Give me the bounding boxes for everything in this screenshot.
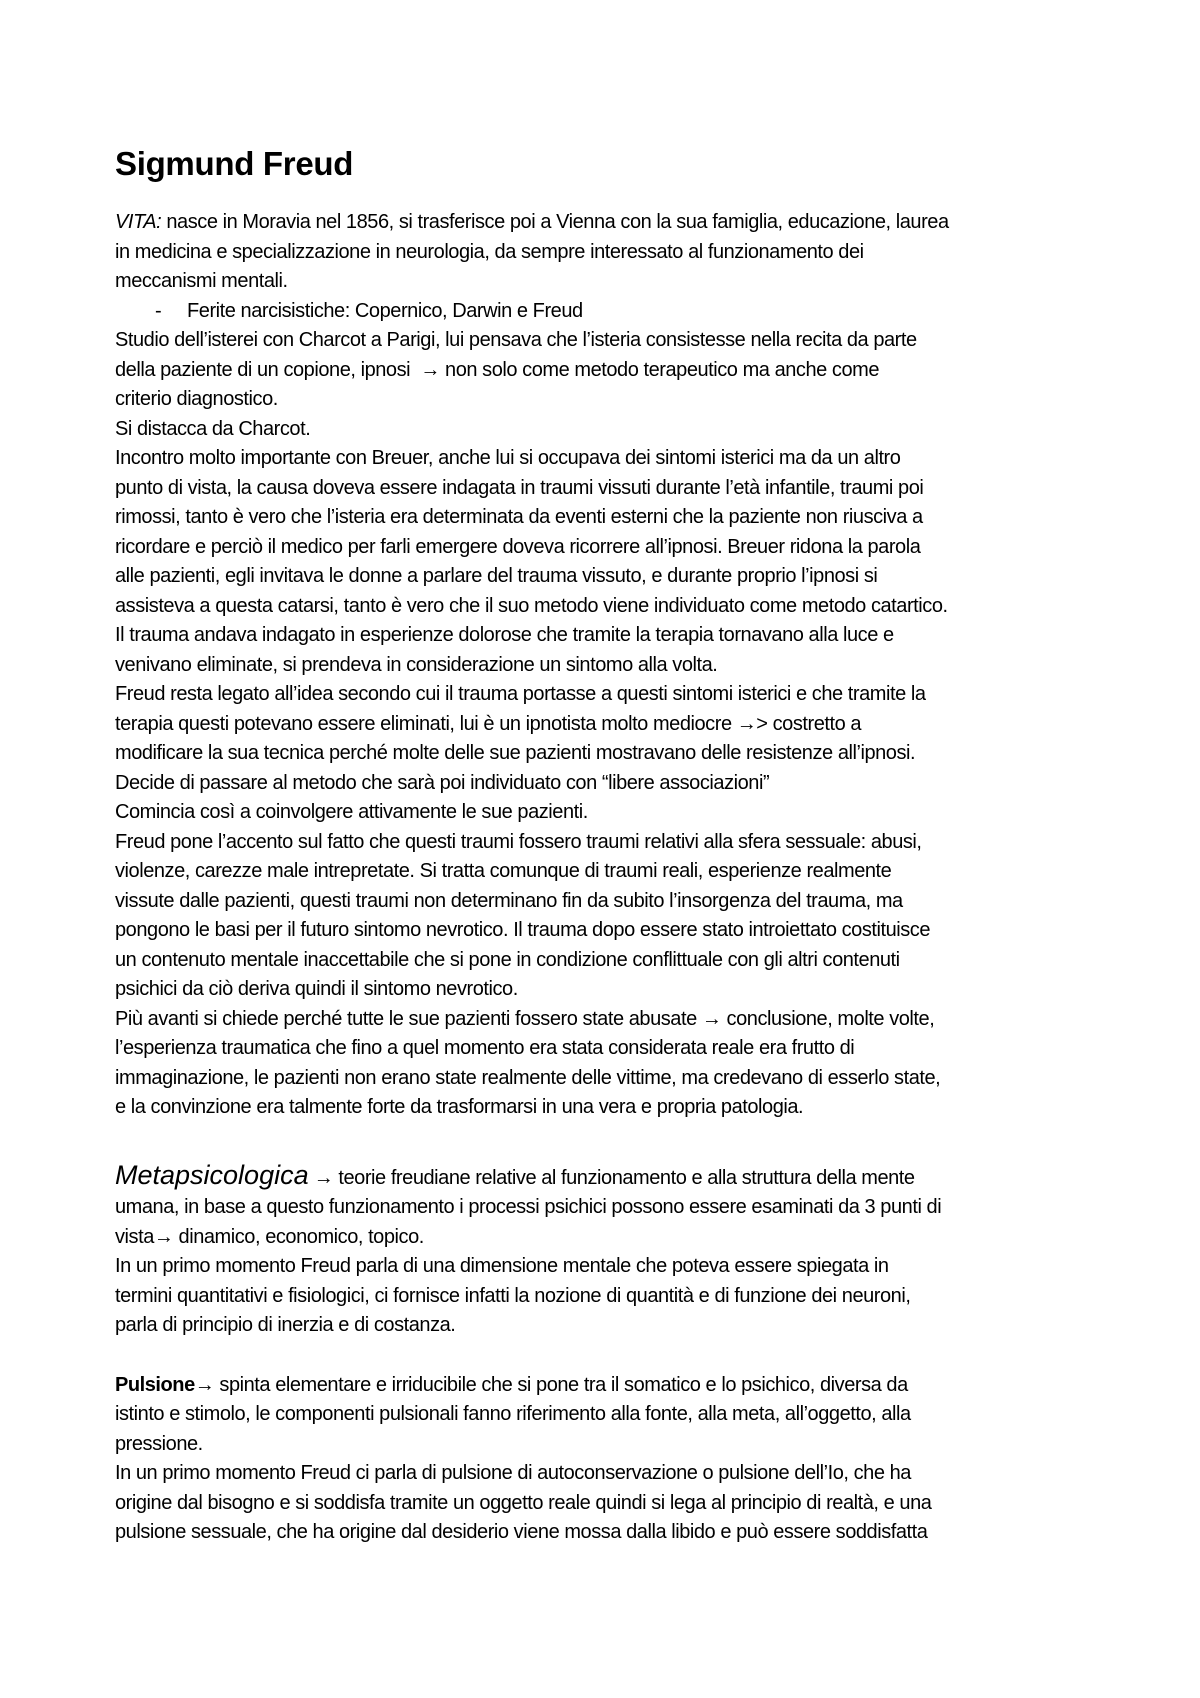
spacer <box>115 1123 1115 1161</box>
text-line: immaginazione, le pazienti non erano state realmente delle vittime, ma credevano di esserlo state, <box>115 1066 941 1089</box>
text-line: pulsione sessuale, che ha origine dal desiderio viene mossa dalla libido e può essere soddisfatta <box>115 1521 928 1543</box>
text-line: un contenuto mentale inaccettabile che si pone in condizione conflittuale con gli altri contenuti <box>115 948 900 971</box>
text-line: In un primo momento Freud ci parla di pulsione di autoconservazione o pulsione dell’Io, che ha <box>115 1462 911 1484</box>
text-line: termini quantitativi e fisiologici, ci fornisce infatti la nozione di quantità e di funzione dei neuroni, <box>115 1284 911 1307</box>
text-line: In un primo momento Freud parla di una dimensione mentale che poteva essere spiegata in <box>115 1255 889 1277</box>
bullet-text: Ferite narcisistiche: Copernico, Darwin e Freud <box>187 299 583 322</box>
vita-line-1: nasce in Moravia nel 1856, si trasferisce poi a Vienna con la sua famiglia, educazione, laurea <box>161 211 949 233</box>
arrow-icon: → <box>194 1373 215 1396</box>
arrow-icon: → <box>313 1166 334 1189</box>
text-line: non solo come metodo terapeutico ma anche come <box>439 358 880 381</box>
text-line: psichici da ciò deriva quindi il sintomo nevrotico. <box>115 978 518 1000</box>
text-line: alle pazienti, egli invitava le donne a parlare del trauma vissuto, e durante proprio l’ipnosi si <box>115 565 878 587</box>
text-line: parla di principio di inerzia e di costanza. <box>115 1314 456 1336</box>
arrow-icon: → <box>420 358 440 381</box>
text-line: dinamico, economico, topico. <box>173 1225 424 1248</box>
text-line: vissute dalle pazienti, questi traumi non determinano fin da subito l’insorgenza del trauma, ma <box>115 889 903 912</box>
text-line: assisteva a questa catarsi, tanto è vero che il suo metodo viene individuato come metodo catartico. <box>115 594 948 617</box>
text-line: criterio diagnostico. <box>115 388 278 410</box>
text-line: Freud resta legato all’idea secondo cui il trauma portasse a questi sintomi isterici e che tramite la <box>115 683 926 705</box>
text-line: origine dal bisogno e si soddisfa tramite un oggetto reale quindi si lega al principio di realtà, e una <box>115 1491 932 1514</box>
text-line: venivano eliminate, si prendeva in considerazione un sintomo alla volta. <box>115 653 718 676</box>
text-line: spinta elementare e irriducibile che si pone tra il somatico e lo psichico, diversa da <box>214 1373 908 1396</box>
text-line: Più avanti si chiede perché tutte le sue pazienti fossero state abusate <box>115 1007 702 1030</box>
pulsione-heading: Pulsione <box>115 1373 195 1396</box>
vita-label: VITA: <box>115 211 162 233</box>
text-line: teorie freudiane relative al funzionamento e alla struttura della mente <box>333 1166 915 1189</box>
text-line: Si distacca da Charcot. <box>115 417 311 440</box>
text-line: istinto e stimolo, le componenti pulsionali fanno riferimento alla fonte, alla meta, all’oggetto, alla <box>115 1403 911 1425</box>
text-line: Incontro molto importante con Breuer, anche lui si occupava dei sintomi isterici ma da un altro <box>115 447 901 469</box>
text-line: Il trauma andava indagato in esperienze dolorose che tramite la terapia tornavano alla luce e <box>115 624 894 646</box>
arrow-icon: → <box>736 712 757 735</box>
vita-line-3: meccanismi mentali. <box>115 270 288 292</box>
text-line: rimossi, tanto è vero che l’isteria era determinata da eventi esterni che la paziente non riusciva a <box>115 506 923 528</box>
text-line: modificare la sua tecnica perché molte delle sue pazienti mostravano delle resistenze all’ipnosi. <box>115 742 916 764</box>
text-line: conclusione, molte volte, <box>721 1007 935 1030</box>
metapsicologica-heading: Metapsicologica <box>115 1159 309 1190</box>
vita-line-2: in medicina e specializzazione in neurologia, da sempre interessato al funzionamento dei <box>115 240 864 263</box>
text-line: ricordare e perciò il medico per farli emergere doveva ricorrere all’ipnosi. Breuer ridona la parola <box>115 535 921 558</box>
text-line: Comincia così a coinvolgere attivamente le sue pazienti. <box>115 801 588 823</box>
text-line: pressione. <box>115 1432 203 1455</box>
metapsicologica-paragraph <box>115 1161 1115 1341</box>
bullet-item <box>115 297 1115 327</box>
document-page <box>115 142 1115 1548</box>
pulsione-paragraph <box>115 1371 1115 1548</box>
text-line: punto di vista, la causa doveva essere indagata in traumi vissuti durante l’età infantile, traumi poi <box>115 476 924 499</box>
spacer <box>115 1341 1115 1371</box>
body-paragraph-1 <box>115 326 1115 1123</box>
text-line: Freud pone l’accento sul fatto che questi traumi fossero traumi relativi alla sfera sessuale: abusi, <box>115 830 922 853</box>
page-title: Sigmund Freud <box>115 145 354 182</box>
text-line: umana, in base a questo funzionamento i processi psichici possono essere esaminati da 3 punti di <box>115 1196 942 1218</box>
text-line: Studio dell’isterei con Charcot a Parigi, lui pensava che l’isteria consistesse nella recita da parte <box>115 329 917 351</box>
text-line: > costretto a <box>756 712 862 735</box>
arrow-icon: → <box>701 1007 722 1030</box>
arrow-icon: → <box>153 1225 174 1248</box>
text-line: terapia questi potevano essere eliminati, lui è un ipnotista molto mediocre <box>115 712 737 735</box>
bullet-dash: - <box>155 299 162 322</box>
text-line: pongono le basi per il futuro sintomo nevrotico. Il trauma dopo essere stato introiettato costituisce <box>115 919 931 941</box>
text-line: della paziente di un copione, ipnosi <box>115 358 411 381</box>
text-line: Decide di passare al metodo che sarà poi individuato con “libere associazioni” <box>115 771 770 794</box>
vita-paragraph <box>115 208 1115 297</box>
text-line: l’esperienza traumatica che fino a quel momento era stata considerata reale era frutto di <box>115 1037 855 1059</box>
text-line: vista <box>115 1225 154 1248</box>
text-line: violenze, carezze male intrepretate. Si tratta comunque di traumi reali, esperienze realmente <box>115 860 892 882</box>
text-line: e la convinzione era talmente forte da trasformarsi in una vera e propria patologia. <box>115 1096 804 1118</box>
